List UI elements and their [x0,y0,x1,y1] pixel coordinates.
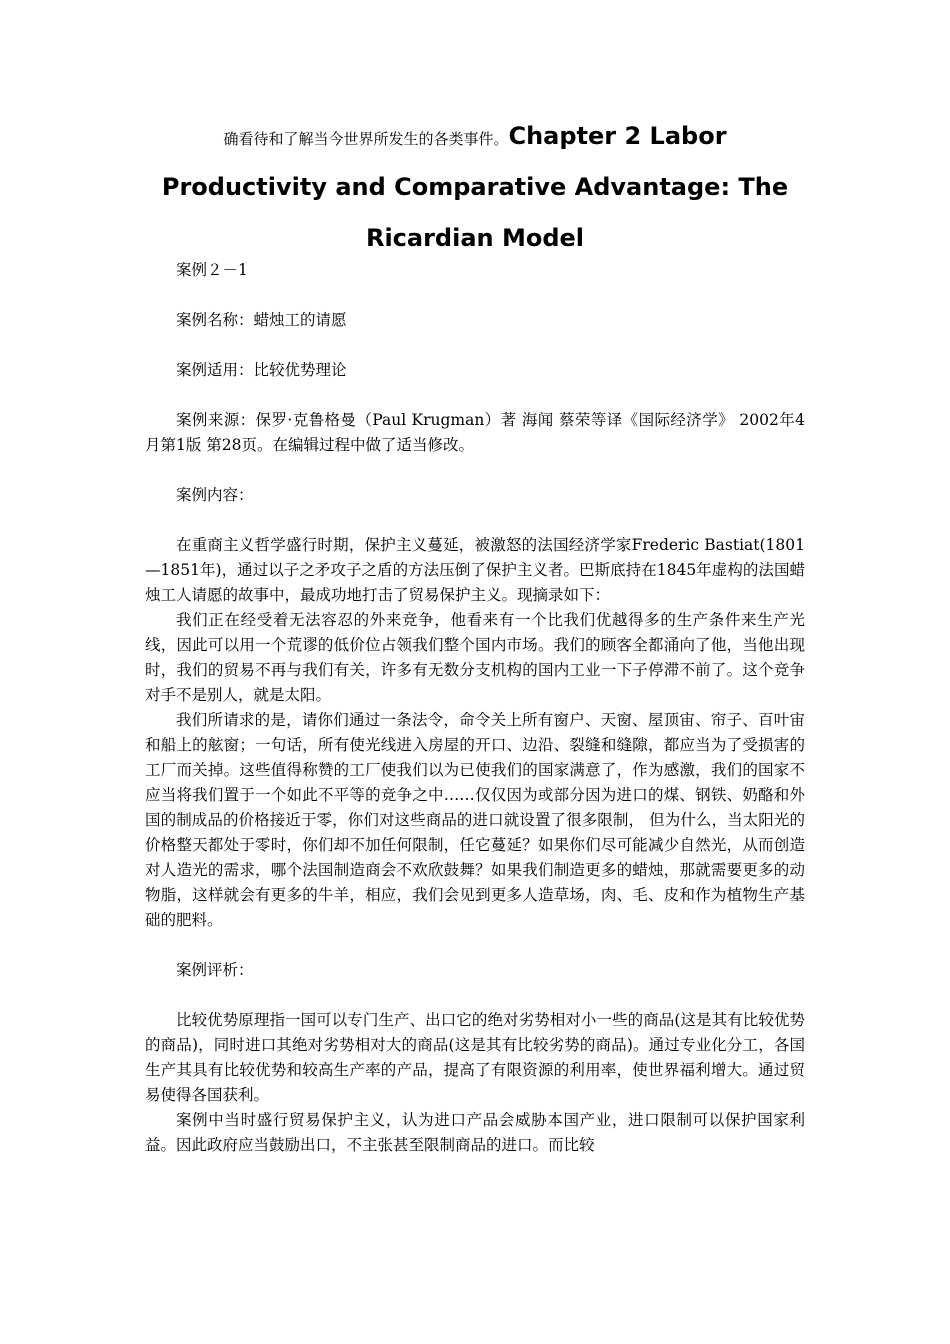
analysis-paragraph: 案例中当时盛行贸易保护主义，认为进口产品会威胁本国产业，进口限制可以保护国家利益。因此政府应当鼓励出口，不主张甚至限制商品的进口。而比较 [145,1111,805,1154]
document-body [145,258,805,1158]
analysis-heading: 案例评析： [176,961,254,979]
case-name: 案例名称：蜡烛工的请愿 [176,311,347,329]
content-paragraph: 我们正在经受着无法容忍的外来竞争，他看来有一个比我们优越得多的生产条件来生产光线，因此可以用一个荒谬的低价位占领我们整个国内市场。我们的顾客全都涌向了他，当他出现时，我们的贸易不再与我们有关，许多有无数分支机构的国内工业一下子停滞不前了。这个竞争对手不是别人，就是太阳。 [145,611,805,704]
title-prefix-text: 确看待和了解当今世界所发生的各类事件。 [223,130,509,148]
case-application: 案例适用：比较优势理论 [176,361,347,379]
case-number: 案例２－1 [176,261,248,279]
chapter-title-block [145,112,805,265]
chapter-title: Chapter 2 Labor Productivity and Comparative Advantage: The Ricardian Model [161,122,789,252]
content-heading: 案例内容： [176,486,254,504]
content-paragraph: 我们所请求的是，请你们通过一条法令，命令关上所有窗户、天窗、屋顶宙、帘子、百叶宙和船上的舷窗；一句话，所有使光线进入房屋的开口、边沿、裂缝和缝隙，都应当为了受损害的工厂而关掉。这些值得称赞的工厂使我们以为已使我们的国家满意了，作为感激，我们的国家不应当将我们置于一个如此不平等的竞争之中……仅仅因为或部分因为进口的煤、钢铁、奶酪和外国的制成品的价格接近于零，你们对这些商品的进口就设置了很多限制， 但为什么，当太阳光的价格整天都处于零时，你们却不加任何限制，任它蔓延？如果你们尽可能减少自然光，从而创造对人造光的需求，哪个法国制造商会不欢欣鼓舞？如果我们制造更多的蜡烛，那就需要更多的动物脂，这样就会有更多的牛羊，相应，我们会见到更多人造草场，肉、毛、皮和作为植物生产基础的肥料。 [145,711,805,929]
case-source: 案例来源：保罗·克鲁格曼（Paul Krugman）著 海闻 蔡荣等译《国际经济学》 2002年4月第1版 第28页。在编辑过程中做了适当修改。 [145,411,805,454]
content-paragraph: 在重商主义哲学盛行时期，保护主义蔓延，被激怒的法国经济学家Frederic Bastiat(1801—1851年)，通过以子之矛攻子之盾的方法压倒了保护主义者。巴斯底持在1845年虚构的法国蜡烛工人请愿的故事中，最成功地打击了贸易保护主义。现摘录如下： [145,536,805,604]
analysis-paragraph: 比较优势原理指一国可以专门生产、出口它的绝对劣势相对小一些的商品(这是其有比较优势的商品)，同时进口其绝对劣势相对大的商品(这是其有比较劣势的商品)。通过专业化分工，各国生产其具有比较优势和较高生产率的产品，提高了有限资源的利用率，使世界福利增大。通过贸易使得各国获利。 [145,1011,805,1104]
